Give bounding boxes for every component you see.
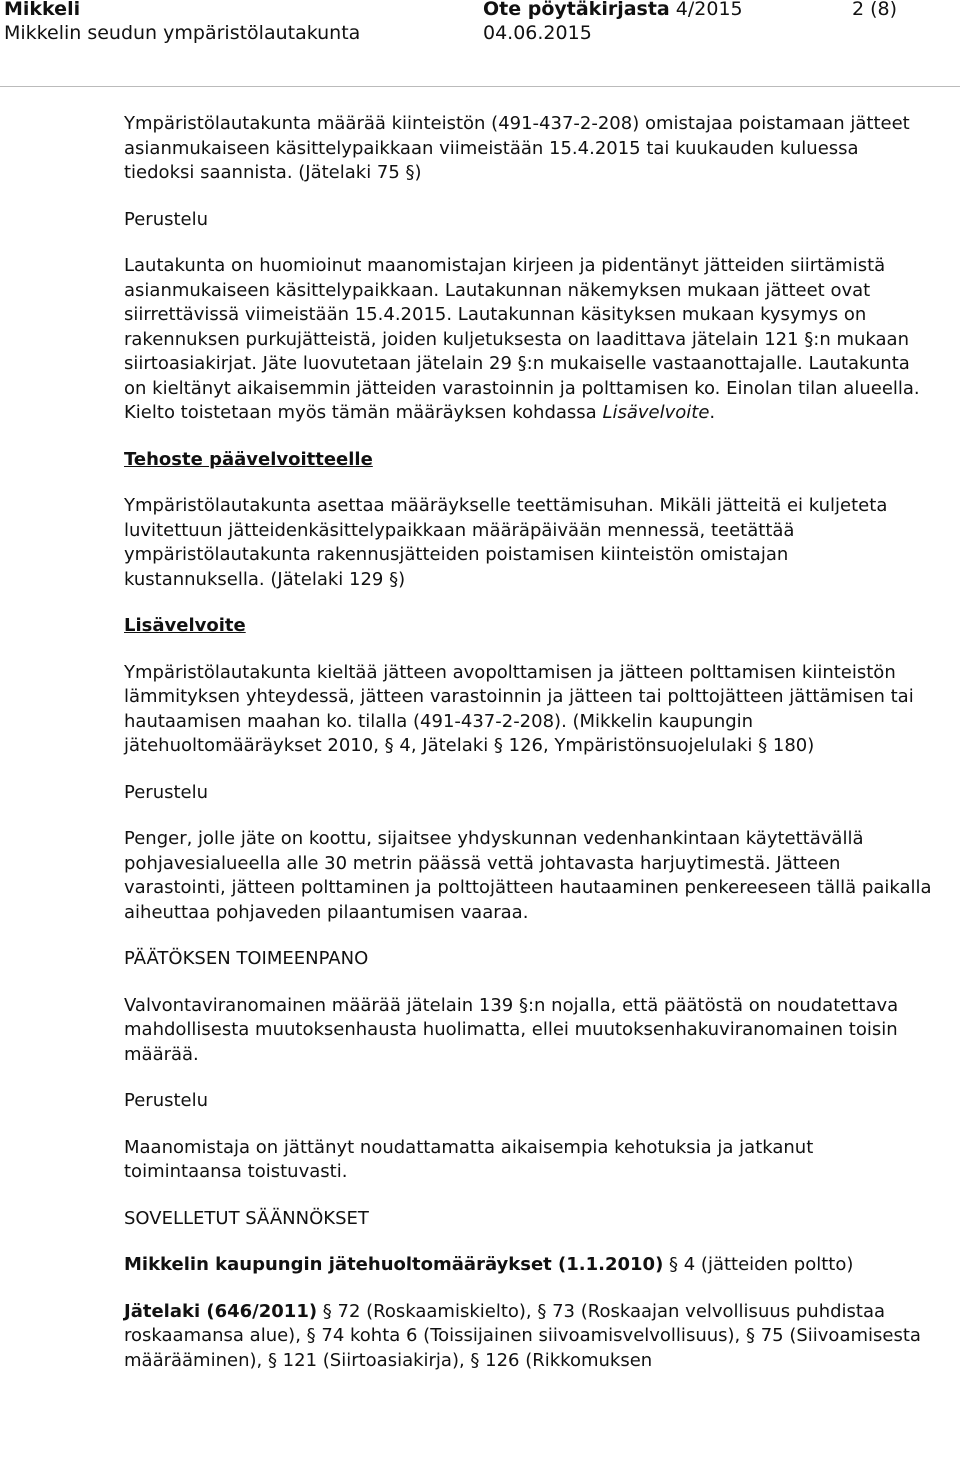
jatelaki-title: Jätelaki (646/2011): [124, 1300, 318, 1322]
document-body: [124, 112, 934, 1395]
perustelu-text-3: Maanomistaja on jättänyt noudattamatta aikaisempia kehotuksia ja jatkanut toimintaansa toistuvasti.: [124, 1136, 814, 1182]
lisavelvoite-text: Ympäristölautakunta kieltää jätteen avopolttamisen ja jätteen polttamisen kiinteistön lämmityksen yhteydessä, jätteen varastoinnin ja jätteen tai polttojätteen jättämisen tai hautaamisen maahan ko. tilalla (491-437-2-208). (Mikkelin kaupungin jätehuoltomääräykset 2010, § 4, Jätelaki § 126, Ympäristönsuojelulaki § 180): [124, 661, 914, 756]
perustelu-heading-3: Perustelu: [124, 1090, 209, 1111]
order-paragraph: Ympäristölautakunta määrää kiinteistön (491-437-2-208) omistajaa poistamaan jätteet asianmukaiseen käsittelypaikkaan viimeistään 15.4.2015 tai kuukauden kuluessa tiedoksi saannista. (Jätelaki 75 §): [124, 113, 910, 183]
perustelu-text-2: Penger, jolle jäte on koottu, sijaitsee yhdyskunnan vedenhankintaan käytettävällä pohjavesialueella alle 30 metrin päässä vettä johtavasta harjuytimestä. Jätteen varastointi, jätteen polttaminen ja polttojätteen hautaaminen penkereeseen tällä paikalla aiheuttaa pohjaveden pilaantumisen vaaraa.: [124, 828, 932, 923]
jatelaki-text: § 72 (Roskaamiskielto), § 73 (Roskaajan velvollisuus puhdistaa roskaamansa alue), § 74 kohta 6 (Toissijainen siivoamisvelvollisuus), § 75 (Siivoamisesta määrääminen), § 121 (Siirtoasiakirja), § 126 (Rikkomuksen: [124, 1300, 921, 1371]
perustelu-text-1: [124, 254, 934, 426]
toimeenpano-text: Valvontaviranomainen määrää jätelain 139 §:n nojalla, että päätöstä on noudatettava mahdollisesta muutoksenhausta huolimatta, ellei muutoksenhakuviranomainen toisin määrää.: [124, 994, 899, 1065]
meeting-date: 04.06.2015: [483, 22, 592, 44]
page-header: [0, 0, 960, 88]
lisavelvoite-reference: Lisävelvoite: [602, 402, 710, 423]
document-title-label: Ote pöytäkirjasta: [483, 0, 670, 20]
committee-name: Mikkelin seudun ympäristölautakunta: [4, 22, 361, 44]
tehoste-text: Ympäristölautakunta asettaa määräykselle teettämisuhan. Mikäli jätteitä ei kuljeteta luvitettuun jätteidenkäsittelypaikkaan määräpäivään mennessä, teetättää ympäristölautakunta rakennusjätteiden poistamisen kiinteistön omistajan kustannuksella. (Jätelaki 129 §): [124, 495, 888, 590]
mkm-regulation: [124, 1253, 934, 1278]
page-number: 2 (8): [852, 0, 898, 20]
sovelletut-heading: SOVELLETUT SÄÄNNÖKSET: [124, 1207, 369, 1229]
perustelu-text-1-end: .: [709, 402, 716, 423]
perustelu-text-1-main: Lautakunta on huomioinut maanomistajan kirjeen ja pidentänyt jätteiden siirtämistä asianmukaiseen käsittelypaikkaan. Lautakunnan näkemyksen mukaan jätteet ovat siirrettävissä viimeistään 15.4.2015. Lautakunnan käsityksen mukaan kysymys on rakennuksen purkujätteistä, joiden kuljetuksesta on laadittava jätelain 121 §:n mukaan siirtoasiakirjat. Jäte luovutetaan jätelain 29 §:n mukaiselle vastaanottajalle. Lautakunta on kieltänyt aikaisemmin jätteiden varastoinnin ja polttamisen ko. Einolan tilan alueella. Kielto toistetaan myös tämän määräyksen kohdassa: [124, 255, 920, 423]
mkm-regulation-title: Mikkelin kaupungin jätehuoltomääräykset (1.1.2010): [124, 1254, 664, 1275]
header-divider: [0, 86, 960, 87]
document-number: 4/2015: [675, 0, 743, 20]
mkm-regulation-text: § 4 (jätteiden poltto): [663, 1254, 854, 1275]
document-title: [483, 0, 743, 21]
organization-name: Mikkeli: [4, 0, 81, 20]
perustelu-heading-1: Perustelu: [124, 208, 209, 230]
perustelu-heading-2: Perustelu: [124, 781, 209, 803]
tehoste-heading: Tehoste päävelvoitteelle: [124, 448, 373, 470]
lisavelvoite-heading: Lisävelvoite: [124, 615, 246, 636]
toimeenpano-heading: PÄÄTÖKSEN TOIMEENPANO: [124, 948, 369, 969]
jatelaki-regulation: [124, 1300, 934, 1374]
